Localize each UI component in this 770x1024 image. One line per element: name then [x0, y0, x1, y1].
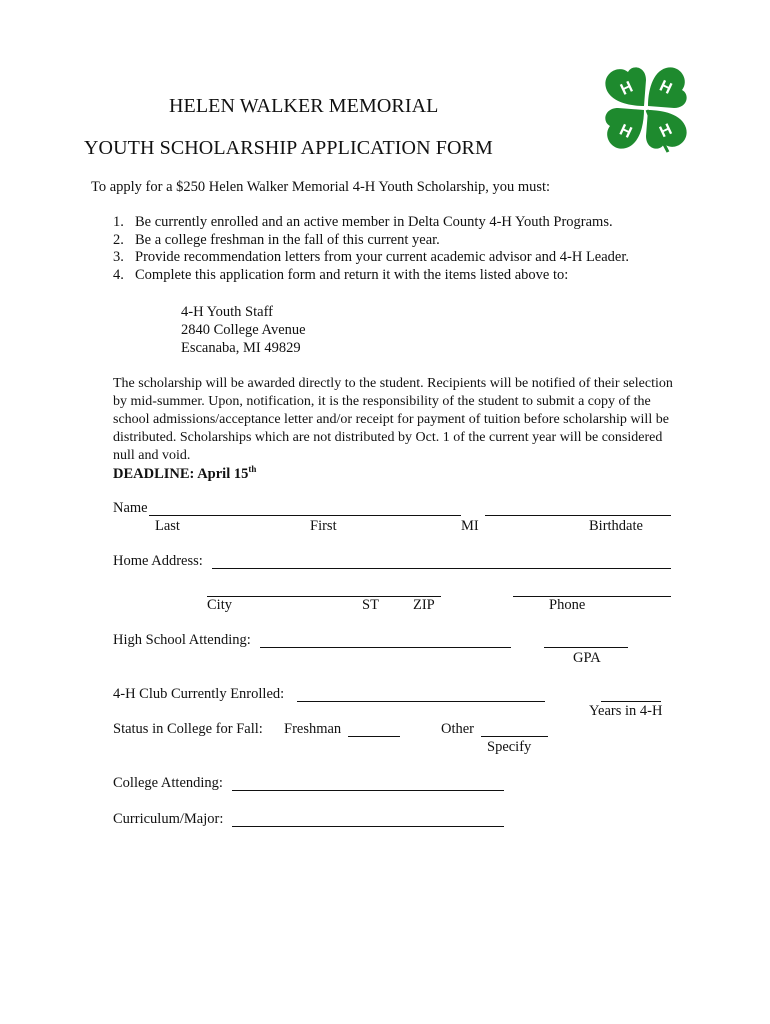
- notice-paragraph: The scholarship will be awarded directly to the student. Recipients will be notified of their selection by mid-summer. Upon, notification, it is the responsibility of the student to submit a copy of the school admissions/acceptance letter and/or receipt for payment of tuition before scholarship will be distributed. Scholarships which are not distributed by Oct. 1 of the current year will be considered null and void.: [113, 376, 673, 463]
- other-label: Other: [441, 721, 475, 737]
- address-line: 2840 College Avenue: [181, 322, 306, 338]
- club-field[interactable]: [297, 701, 545, 702]
- status-label: Status in College for Fall:: [113, 721, 263, 737]
- deadline-suffix: th: [248, 464, 257, 474]
- requirement-number: 2.: [113, 232, 124, 248]
- deadline: [113, 464, 256, 483]
- deadline-label: DEADLINE: April 15: [113, 465, 249, 482]
- major-label: Curriculum/Major:: [113, 811, 224, 827]
- home-address-field[interactable]: [212, 568, 671, 569]
- address-line: Escanaba, MI 49829: [181, 340, 301, 356]
- mi-caption: MI: [461, 518, 479, 534]
- requirement-item: [113, 214, 613, 231]
- clover-letter-h: H: [657, 120, 675, 142]
- title-line-2: YOUTH SCHOLARSHIP APPLICATION FORM: [84, 137, 493, 159]
- requirement-item: [113, 232, 440, 249]
- st-caption: ST: [362, 597, 379, 613]
- requirement-text: Be a college freshman in the fall of this current year.: [135, 232, 440, 248]
- name-label: Name: [113, 500, 148, 516]
- other-field[interactable]: [481, 736, 548, 737]
- phone-caption: Phone: [549, 597, 586, 613]
- birthdate-caption: Birthdate: [589, 518, 643, 534]
- requirement-text: Provide recommendation letters from your current academic advisor and 4-H Leader.: [135, 249, 630, 265]
- college-field[interactable]: [232, 790, 504, 791]
- requirement-number: 3.: [113, 249, 124, 265]
- requirement-item: [113, 267, 568, 284]
- name-field[interactable]: [149, 515, 461, 516]
- high-school-field[interactable]: [260, 647, 511, 648]
- clover-letter-h: H: [656, 77, 675, 98]
- first-caption: First: [310, 518, 337, 534]
- club-label: 4-H Club Currently Enrolled:: [113, 686, 285, 702]
- last-caption: Last: [155, 518, 180, 534]
- gpa-field[interactable]: [544, 647, 628, 648]
- requirement-text: Be currently enrolled and an active member in Delta County 4-H Youth Programs.: [135, 214, 613, 230]
- city-caption: City: [207, 597, 232, 613]
- requirement-number: 4.: [113, 267, 124, 283]
- phone-field[interactable]: [513, 596, 671, 597]
- years-field[interactable]: [601, 701, 661, 702]
- requirement-text: Complete this application form and return it with the items listed above to:: [135, 267, 569, 283]
- address-line: 4-H Youth Staff: [181, 304, 273, 320]
- high-school-label: High School Attending:: [113, 632, 251, 648]
- clover-letter-h: H: [617, 78, 636, 99]
- requirement-number: 1.: [113, 214, 124, 230]
- birthdate-field[interactable]: [485, 515, 671, 516]
- intro-text: To apply for a $250 Helen Walker Memorial 4-H Youth Scholarship, you must:: [91, 179, 551, 195]
- clover-letter-h: H: [616, 121, 635, 142]
- major-field[interactable]: [232, 826, 504, 827]
- title-line-1: HELEN WALKER MEMORIAL: [169, 95, 439, 117]
- years-caption: Years in 4-H: [589, 703, 663, 719]
- home-address-label: Home Address:: [113, 553, 203, 569]
- college-label: College Attending:: [113, 775, 223, 791]
- freshman-field[interactable]: [348, 736, 400, 737]
- gpa-caption: GPA: [573, 650, 601, 666]
- 4h-clover-logo: [600, 62, 692, 156]
- freshman-label: Freshman: [284, 721, 342, 737]
- requirement-item: [113, 249, 629, 266]
- city-st-zip-field[interactable]: [207, 596, 441, 597]
- specify-caption: Specify: [487, 739, 532, 755]
- zip-caption: ZIP: [413, 597, 435, 613]
